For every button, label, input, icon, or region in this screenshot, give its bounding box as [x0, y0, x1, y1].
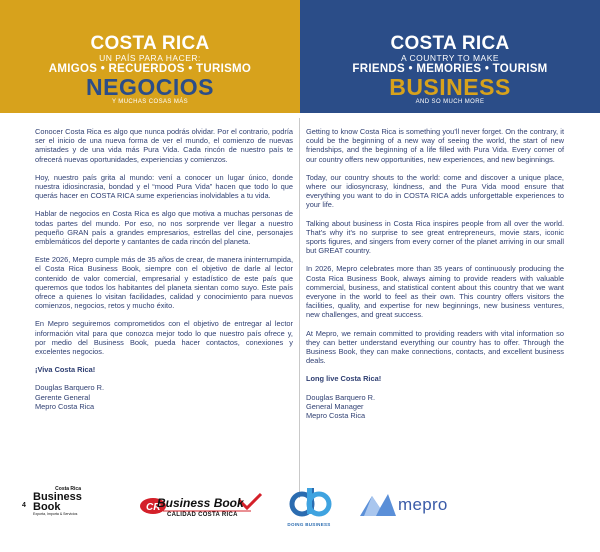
en-paragraph-5: At Mepro, we remain committed to providing readers with vital information so they can better understand everything our country has to offer. Through the Business Book, they can make connections, contacts, and excellent business deals.: [306, 328, 564, 366]
header-en-small: AND SO MUCH MORE: [415, 99, 485, 105]
en-paragraph-4: In 2026, Mepro celebrates more than 35 years of continuously producing the Costa Rica Business Book, always aiming to provide readers with valuable commercial, business, and statistical content about this country that we want everyone in the world to feel as their own. This country offers visitors the facilities, quality, and expertise for new beginnings, new business ventures, new challenges, and great success.: [306, 264, 564, 320]
header-es-big-word: NEGOCIOS: [86, 74, 214, 100]
en-paragraph-3: Talking about business in Costa Rica inspires people from all over the world. That’s why it’s no surprise to see great entrepreneurs, movie stars, iconic sports figures, and singers from every corner of the planet arriving in our small but GREAT country.: [306, 218, 564, 256]
doing-business-logo: [283, 484, 335, 532]
header-spanish: [0, 0, 300, 113]
es-closing: ¡Viva Costa Rica!: [35, 365, 96, 375]
es-paragraph-2: Hoy, nuestro país grita al mundo: vení a conocer un lugar único, donde nuestra idiosincrasia, bondad y el “mood Pura Vida” hacen que todo lo que querás hacer en COSTA RICA sume experiencias inolvidables a tu vida.: [35, 172, 293, 201]
en-paragraph-2: Today, our country shouts to the world: come and discover a unique place, where our idiosyncrasy, kindness, and the Pura Vida mood ensure that everything you want to do in COSTA RICA adds unforgettable experiences to your life.: [306, 172, 564, 210]
en-paragraph-1: Getting to know Costa Rica is something you’ll never forget. On the contrary, it could be the beginning of a new way of seeing the world, the start of new friendships, and the beginning of a life filled with Pura Vida. Every corner of our country offers new opportunities, new experiences, and new beginnings.: [306, 127, 564, 164]
mepro-logo: [358, 488, 448, 522]
es-paragraph-5: En Mepro seguiremos comprometidos con el objetivo de entregar al lector información vital para que conozca mejor todo lo que nuestro país ofrece y, por medio del Business Book, pueda hacer contactos, conexiones y excelentes negocios.: [35, 319, 293, 357]
db-monogram-icon: [283, 484, 335, 522]
es-signature-company: Mepro Costa Rica: [35, 401, 95, 411]
en-signature-name: Douglas Barquero R.: [306, 392, 376, 402]
logo1-line2: Book: [33, 501, 61, 513]
es-signature-title: Gerente General: [35, 392, 91, 402]
svg-text:CR: CR: [146, 502, 161, 513]
header-es-tags: AMIGOS • RECUERDOS • TURISMO: [48, 63, 252, 75]
footer: [0, 478, 600, 552]
logo4-text: mepro: [398, 495, 448, 514]
header-banner: [0, 0, 600, 113]
en-signature-title: General Manager: [306, 401, 364, 411]
es-signature-name: Douglas Barquero R.: [35, 383, 105, 393]
header-en-country: COSTA RICA: [390, 33, 510, 54]
business-book-calidad-logo: [137, 492, 265, 526]
es-paragraph-1: Conocer Costa Rica es algo que nunca podrás olvidar. Por el contrario, podría ser el inicio de una nueva forma de ver el mundo, el comienzo de nuevas amistades y de una vida más Pura Vida. Cada rincón de nuestro país te ofrecerá nuevas oportunidades, experiencias y comienzos.: [35, 127, 293, 164]
column-spanish: [35, 127, 293, 411]
logo1-small-text: Costa Rica: [55, 486, 81, 492]
header-es-small: Y MUCHAS COSAS MÁS: [111, 99, 189, 105]
column-english: [306, 127, 564, 420]
header-en-tags: FRIENDS • MEMORIES • TOURISM: [352, 63, 548, 75]
header-es-country: COSTA RICA: [90, 33, 210, 54]
logo1-tagline: Exporta, Importa & Servicios: [33, 512, 78, 516]
en-signature-company: Mepro Costa Rica: [306, 411, 366, 421]
logo3-label: DOING BUSINESS: [287, 522, 331, 527]
logo1-line1: Business: [33, 491, 82, 503]
es-paragraph-4: Este 2026, Mepro cumple más de 35 años de crear, de manera ininterrumpida, el Costa Rica Business Book, siempre con el objetivo de darle al lector contenido de valor comercial, empresarial y estadístico de este país que queremos que todos los habitantes del planeta sientan como suyo. Este país ofrece a quienes lo visitan facilidades, calidad y conocimiento para nuevos comienzos, negocios, retos y mucho éxito.: [35, 255, 293, 311]
costa-rica-business-book-logo: [33, 486, 85, 534]
header-en-big-word: BUSINESS: [389, 74, 511, 100]
en-closing: Long live Costa Rica!: [306, 374, 382, 384]
page-number: 4: [22, 502, 26, 509]
header-es-subtitle: UN PAÍS PARA HACER:: [99, 53, 201, 63]
logo2-bottom-text: CALIDAD COSTA RICA: [167, 512, 238, 518]
header-english: [300, 0, 600, 113]
column-divider: [299, 118, 300, 498]
mepro-mountain-icon: [358, 488, 398, 522]
header-en-subtitle: A COUNTRY TO MAKE: [400, 53, 500, 63]
logo2-top-text: Business Book: [157, 496, 244, 510]
es-paragraph-3: Hablar de negocios en Costa Rica es algo que motiva a muchas personas de todas partes del mundo. Por eso, no nos sorprende ver llegar a nuestro pequeño GRAN país a grandes empresarios, estrellas del cine, personajes emblemáticos del deporte y cantantes de cada rincón del planeta.: [35, 209, 293, 247]
